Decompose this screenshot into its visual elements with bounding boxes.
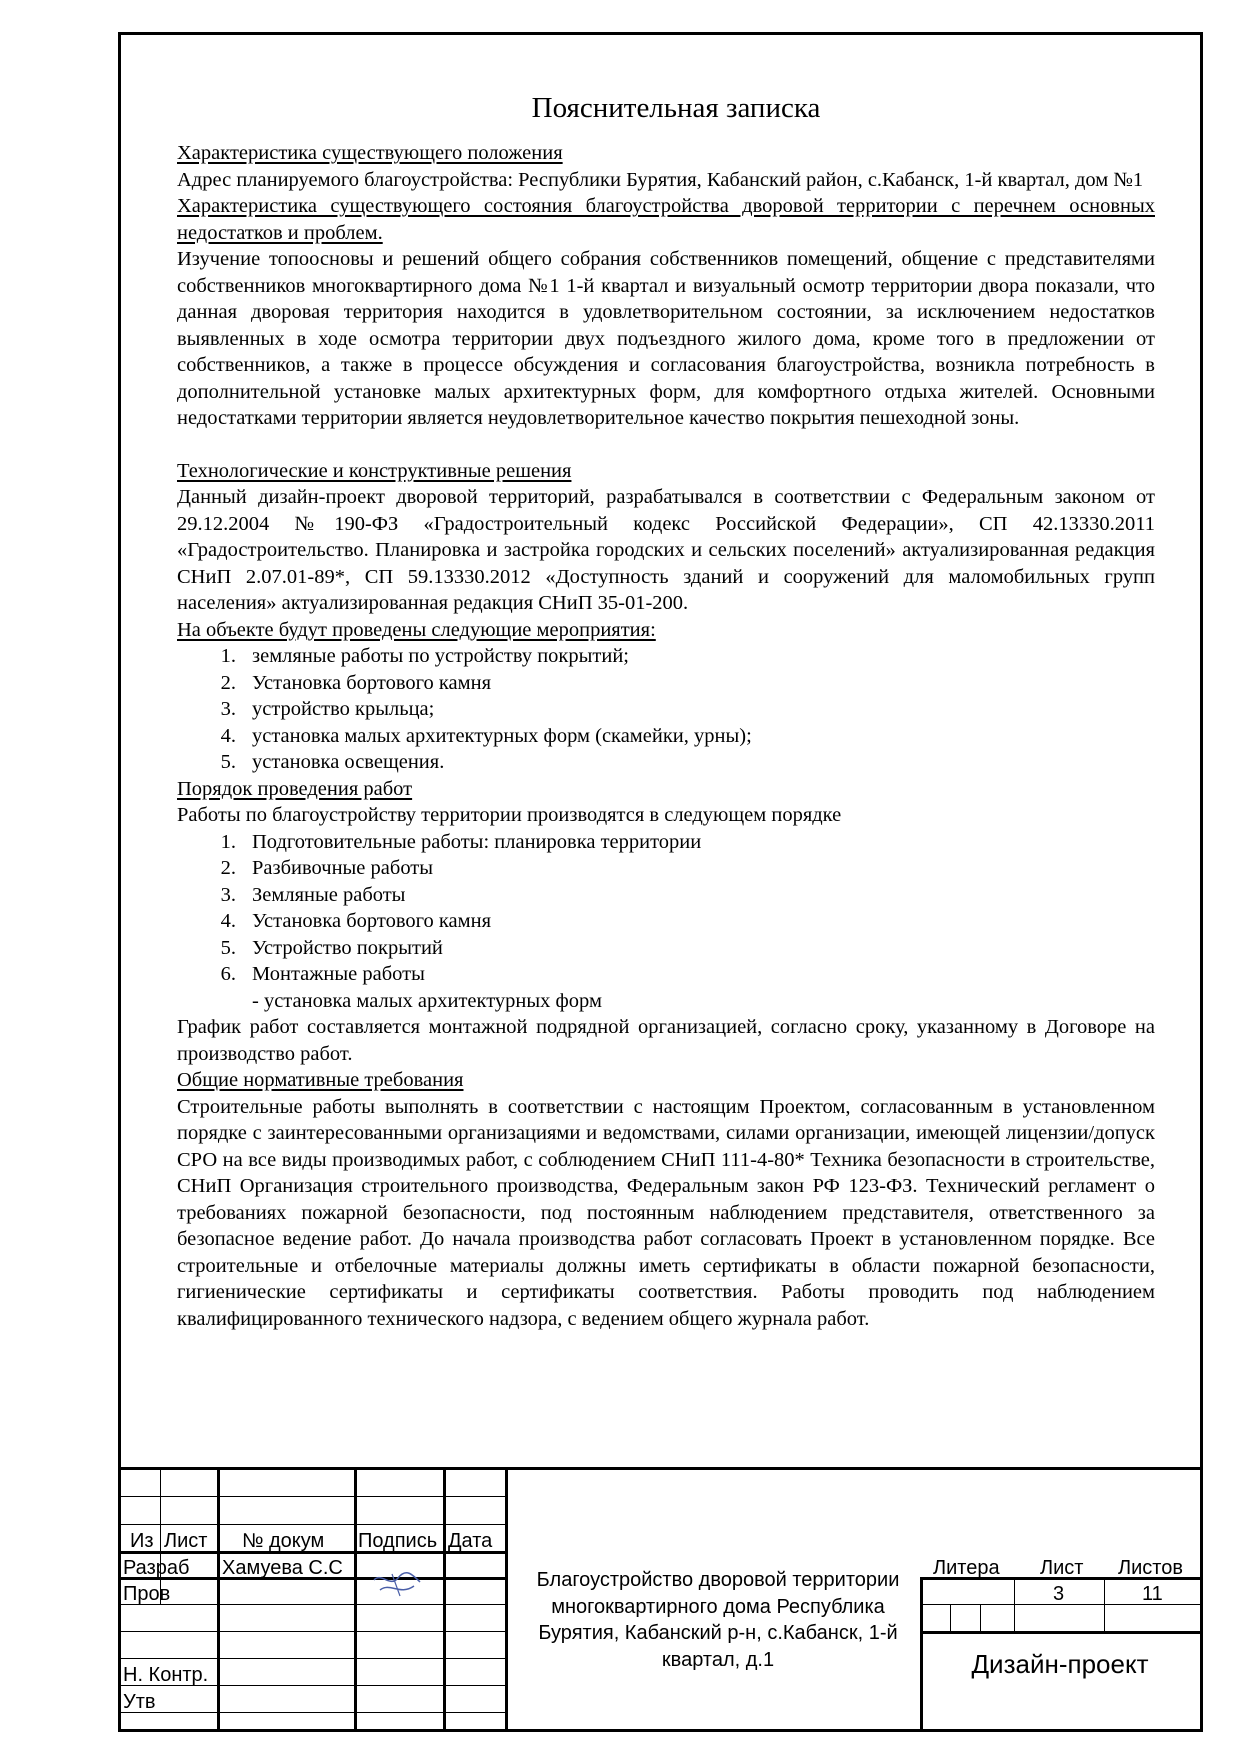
list-item-text: устройство крыльца; xyxy=(252,698,435,720)
section-heading-existing-situation: Характеристика существующего положения xyxy=(177,142,563,164)
list-item-number: 5. xyxy=(220,751,236,773)
paragraph-address: Адрес планируемого благоустройства: Республики Бурятия, Кабанский район, с.Кабанск, 1-й квартал, дом №1 xyxy=(177,168,1144,191)
list-item-number: 2. xyxy=(220,857,236,879)
list-item xyxy=(220,961,1155,988)
list-item-number: 5. xyxy=(220,936,236,959)
list-item-number: 3. xyxy=(220,698,236,720)
col-signature-label: Подпись xyxy=(358,1530,438,1552)
paragraph-work-schedule: График работ составляется монтажной подрядной организацией, согласно сроку, указанному в Договоре на производство работ. xyxy=(177,1016,1155,1065)
list-item xyxy=(220,643,1155,670)
section-heading-work-order: Порядок проведения работ xyxy=(177,777,413,800)
document-type: Дизайн-проект xyxy=(971,1649,1149,1679)
list-item-number: 1. xyxy=(220,645,236,667)
paragraph-regulations: Строительные работы выполнять в соответствии с настоящим Проектом, согласованным в установленном порядке с заинтересованными организациями и ведомствами, силами организации, имеющей лицензии/допуск СРО на все виды производимых работ, с соблюдением СНиП 111-4-80* Техника безопасности в строительстве, СНиП Организация строительного производства, Федеральным закон РФ 123-ФЗ. Технический регламент о требованиях пожарной безопасности, под постоянным наблюдением представителя, ответственного за безопасное ведение работ. До начала производства работ согласовать Проект в установленном порядке. Все строительные и отбелочные материалы должны иметь сертификаты в области пожарной безопасности, гигиенические сертификаты и сертификаты соответствия. Работы проводить под наблюдением квалифицированного технического надзора, с ведением общего журнала работ. xyxy=(177,1095,1155,1330)
litera-label: Литера xyxy=(933,1557,1000,1579)
sheets-count: 11 xyxy=(1142,1583,1163,1605)
row-checker-label: Пров xyxy=(123,1583,171,1605)
list-item-text: Монтажные работы xyxy=(252,963,425,985)
section-heading-current-state: Характеристика существующего состояния благоустройства дворовой территории с перечнем основных недостатков и проблем. xyxy=(177,195,1155,244)
list-item xyxy=(220,696,1155,723)
list-item-number: 6. xyxy=(220,963,236,985)
list-item xyxy=(220,749,1155,776)
work-order-list xyxy=(177,829,1155,988)
list-item-text: Разбивочные работы xyxy=(252,857,434,879)
section-heading-regulations: Общие нормативные требования xyxy=(177,1069,464,1091)
list-item-number: 4. xyxy=(220,724,236,747)
col-change-label: Из xyxy=(130,1530,154,1552)
project-title: Благоустройство дворовой территории многоквартирного дома Республика Бурятия, Кабанский р-н, с.Кабанск, 1-й квартал, д.1 xyxy=(536,1569,900,1671)
list-item xyxy=(220,829,1155,856)
list-item-number: 4. xyxy=(220,910,236,932)
measures-list xyxy=(177,643,1155,776)
sheets-label: Листов xyxy=(1118,1557,1183,1579)
list-item xyxy=(220,882,1155,909)
list-item-text: Устройство покрытий xyxy=(252,936,443,959)
sheet-label: Лист xyxy=(1040,1557,1084,1579)
list-item-number: 1. xyxy=(220,830,236,853)
list-item xyxy=(220,855,1155,882)
section-heading-measures: На объекте будут проведены следующие мероприятия: xyxy=(177,618,656,641)
paragraph-technical-solutions: Данный дизайн-проект дворовой территорий, разрабатывался в соответствии с Федеральным законом от 29.12.2004 №190-ФЗ «Градостроительный кодекс Российской Федерации», СП 42.13330.2011 «Градостроительство. Планировка и застройка городских и сельских поселений» актуализированная редакция СНиП 2.07.01-89*, СП 59.13330.2012 «Доступность зданий и сооружений для маломобильных групп населения» актуализированная редакция СНиП 35-01-200. xyxy=(177,486,1155,614)
list-item-text: земляные работы по устройству покрытий; xyxy=(252,645,629,667)
col-doc-number-label: № докум xyxy=(242,1530,325,1552)
list-item-text: установка малых архитектурных форм (скамейки, урны); xyxy=(252,724,752,747)
list-item-number: 3. xyxy=(220,883,236,906)
section-heading-technical-solutions: Технологические и конструктивные решения xyxy=(177,459,572,482)
list-item xyxy=(220,723,1155,750)
row-norm-control-label: Н. Контр. xyxy=(123,1664,209,1686)
document-body xyxy=(177,90,1155,1332)
sheet-number: 3 xyxy=(1053,1583,1065,1605)
developer-name: Хамуева С.С xyxy=(222,1557,343,1579)
list-item-text: Установка бортового камня xyxy=(252,671,492,694)
paragraph-current-state: Изучение топоосновы и решений общего собрания собственников помещений, общение с представителями собственников многоквартирного дома №1 1-й квартал и визуальный осмотр территории двора показали, что данная дворовая территория находится в удовлетворительном состоянии, за исключением недостатков выявленных в ходе осмотра территории двух подъездного жилого дома, кроме того в предложении от собственников, а также в процессе обсуждения и согласования благоустройства, возникла потребность в дополнительной установке малых архитектурных форм, для комфортного отдыха жителей. Основными недостатками территории является неудовлетворительное качество покрытия пешеходной зоны. xyxy=(177,248,1155,429)
list-item-text: Земляные работы xyxy=(252,883,406,906)
list-item-text: Подготовительные работы: планировка территории xyxy=(252,830,702,853)
list-item xyxy=(220,670,1155,697)
col-date-label: Дата xyxy=(448,1530,493,1552)
row-developer-label: Разраб xyxy=(123,1557,190,1579)
page-title: Пояснительная записка xyxy=(531,92,821,124)
signature-image xyxy=(370,1568,426,1600)
list-item-text: Установка бортового камня xyxy=(252,910,492,932)
title-block xyxy=(118,1467,1203,1732)
list-item xyxy=(220,908,1155,935)
col-sheet-label: Лист xyxy=(164,1530,208,1552)
list-subitem: - установка малых архитектурных форм xyxy=(252,989,602,1012)
paragraph-work-order-intro: Работы по благоустройству территории производятся в следующем порядке xyxy=(177,804,842,826)
list-item-text: установка освещения. xyxy=(252,751,445,773)
list-item-number: 2. xyxy=(220,671,236,694)
list-item xyxy=(220,935,1155,962)
row-approved-label: Утв xyxy=(123,1691,156,1713)
spacer xyxy=(177,432,1155,458)
